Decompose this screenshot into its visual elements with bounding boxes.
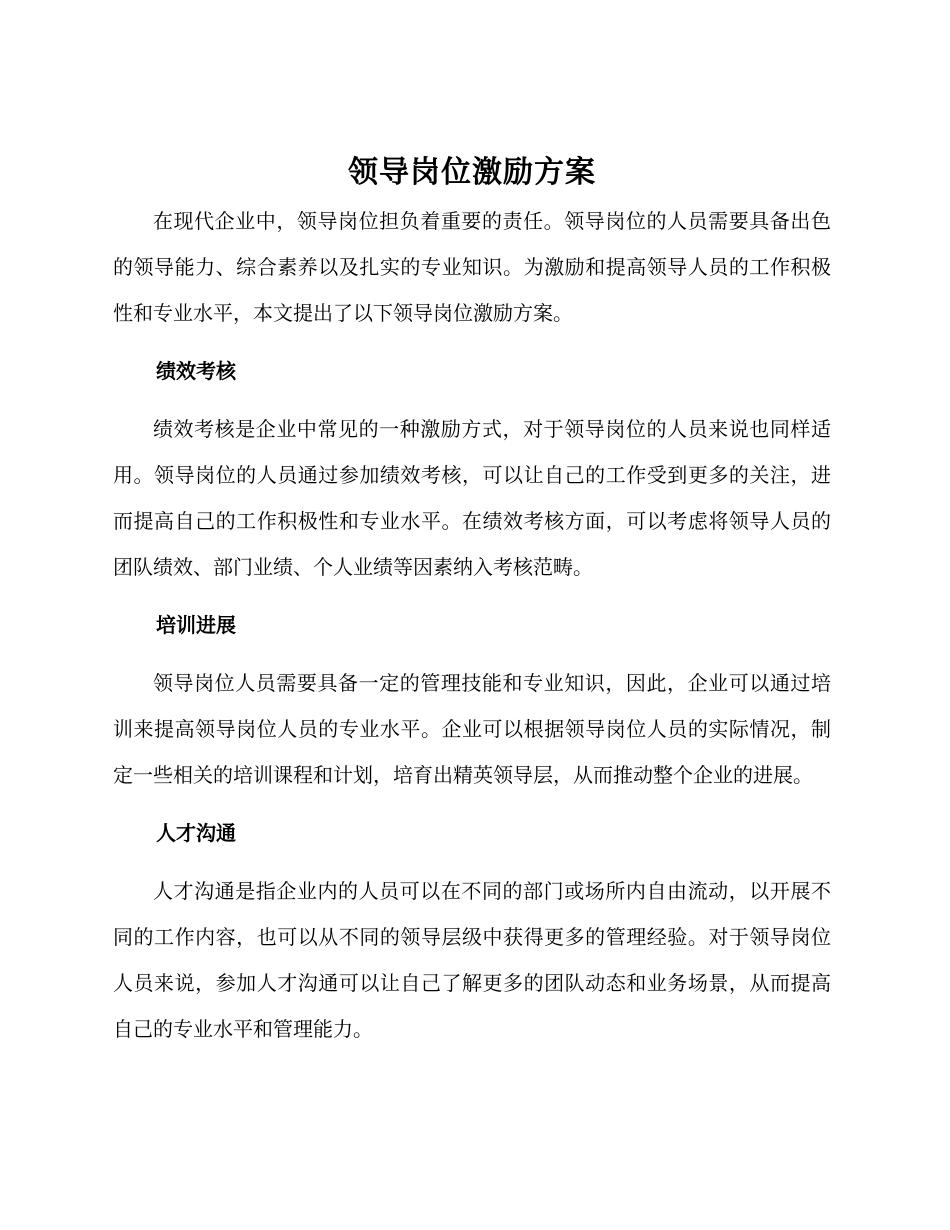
section-heading-training: 培训进展 (156, 613, 236, 637)
section-heading-talent: 人才沟通 (156, 821, 236, 845)
intro-paragraph: 在现代企业中，领导岗位担负着重要的责任。领导岗位的人员需要具备出色的领导能力、综合素养以及扎实的专业知识。为激励和提高领导人员的工作积极性和专业水平，本文提出了以下领导岗位激励方案。 (113, 209, 831, 325)
section-body-training: 领导岗位人员需要具备一定的管理技能和专业知识，因此，企业可以通过培训来提高领导岗位人员的专业水平。企业可以根据领导岗位人员的实际情况，制定一些相关的培训课程和计划，培育出精英领导层，从而推动整个企业的进展。 (113, 671, 831, 787)
section-body-talent: 人才沟通是指企业内的人员可以在不同的部门或场所内自由流动，以开展不同的工作内容，也可以从不同的领导层级中获得更多的管理经验。对于领导岗位人员来说，参加人才沟通可以让自己了解更多的团队动态和业务场景，从而提高自己的专业水平和管理能力。 (113, 879, 831, 1041)
document-content (113, 150, 831, 1052)
section-heading-performance: 绩效考核 (156, 359, 236, 383)
document-title: 领导岗位激励方案 (348, 155, 596, 190)
section-body-performance: 绩效考核是企业中常见的一种激励方式，对于领导岗位的人员来说也同样适用。领导岗位的人员通过参加绩效考核，可以让自己的工作受到更多的关注，进而提高自己的工作积极性和专业水平。在绩效考核方面，可以考虑将领导人员的团队绩效、部门业绩、个人业绩等因素纳入考核范畴。 (113, 417, 831, 579)
